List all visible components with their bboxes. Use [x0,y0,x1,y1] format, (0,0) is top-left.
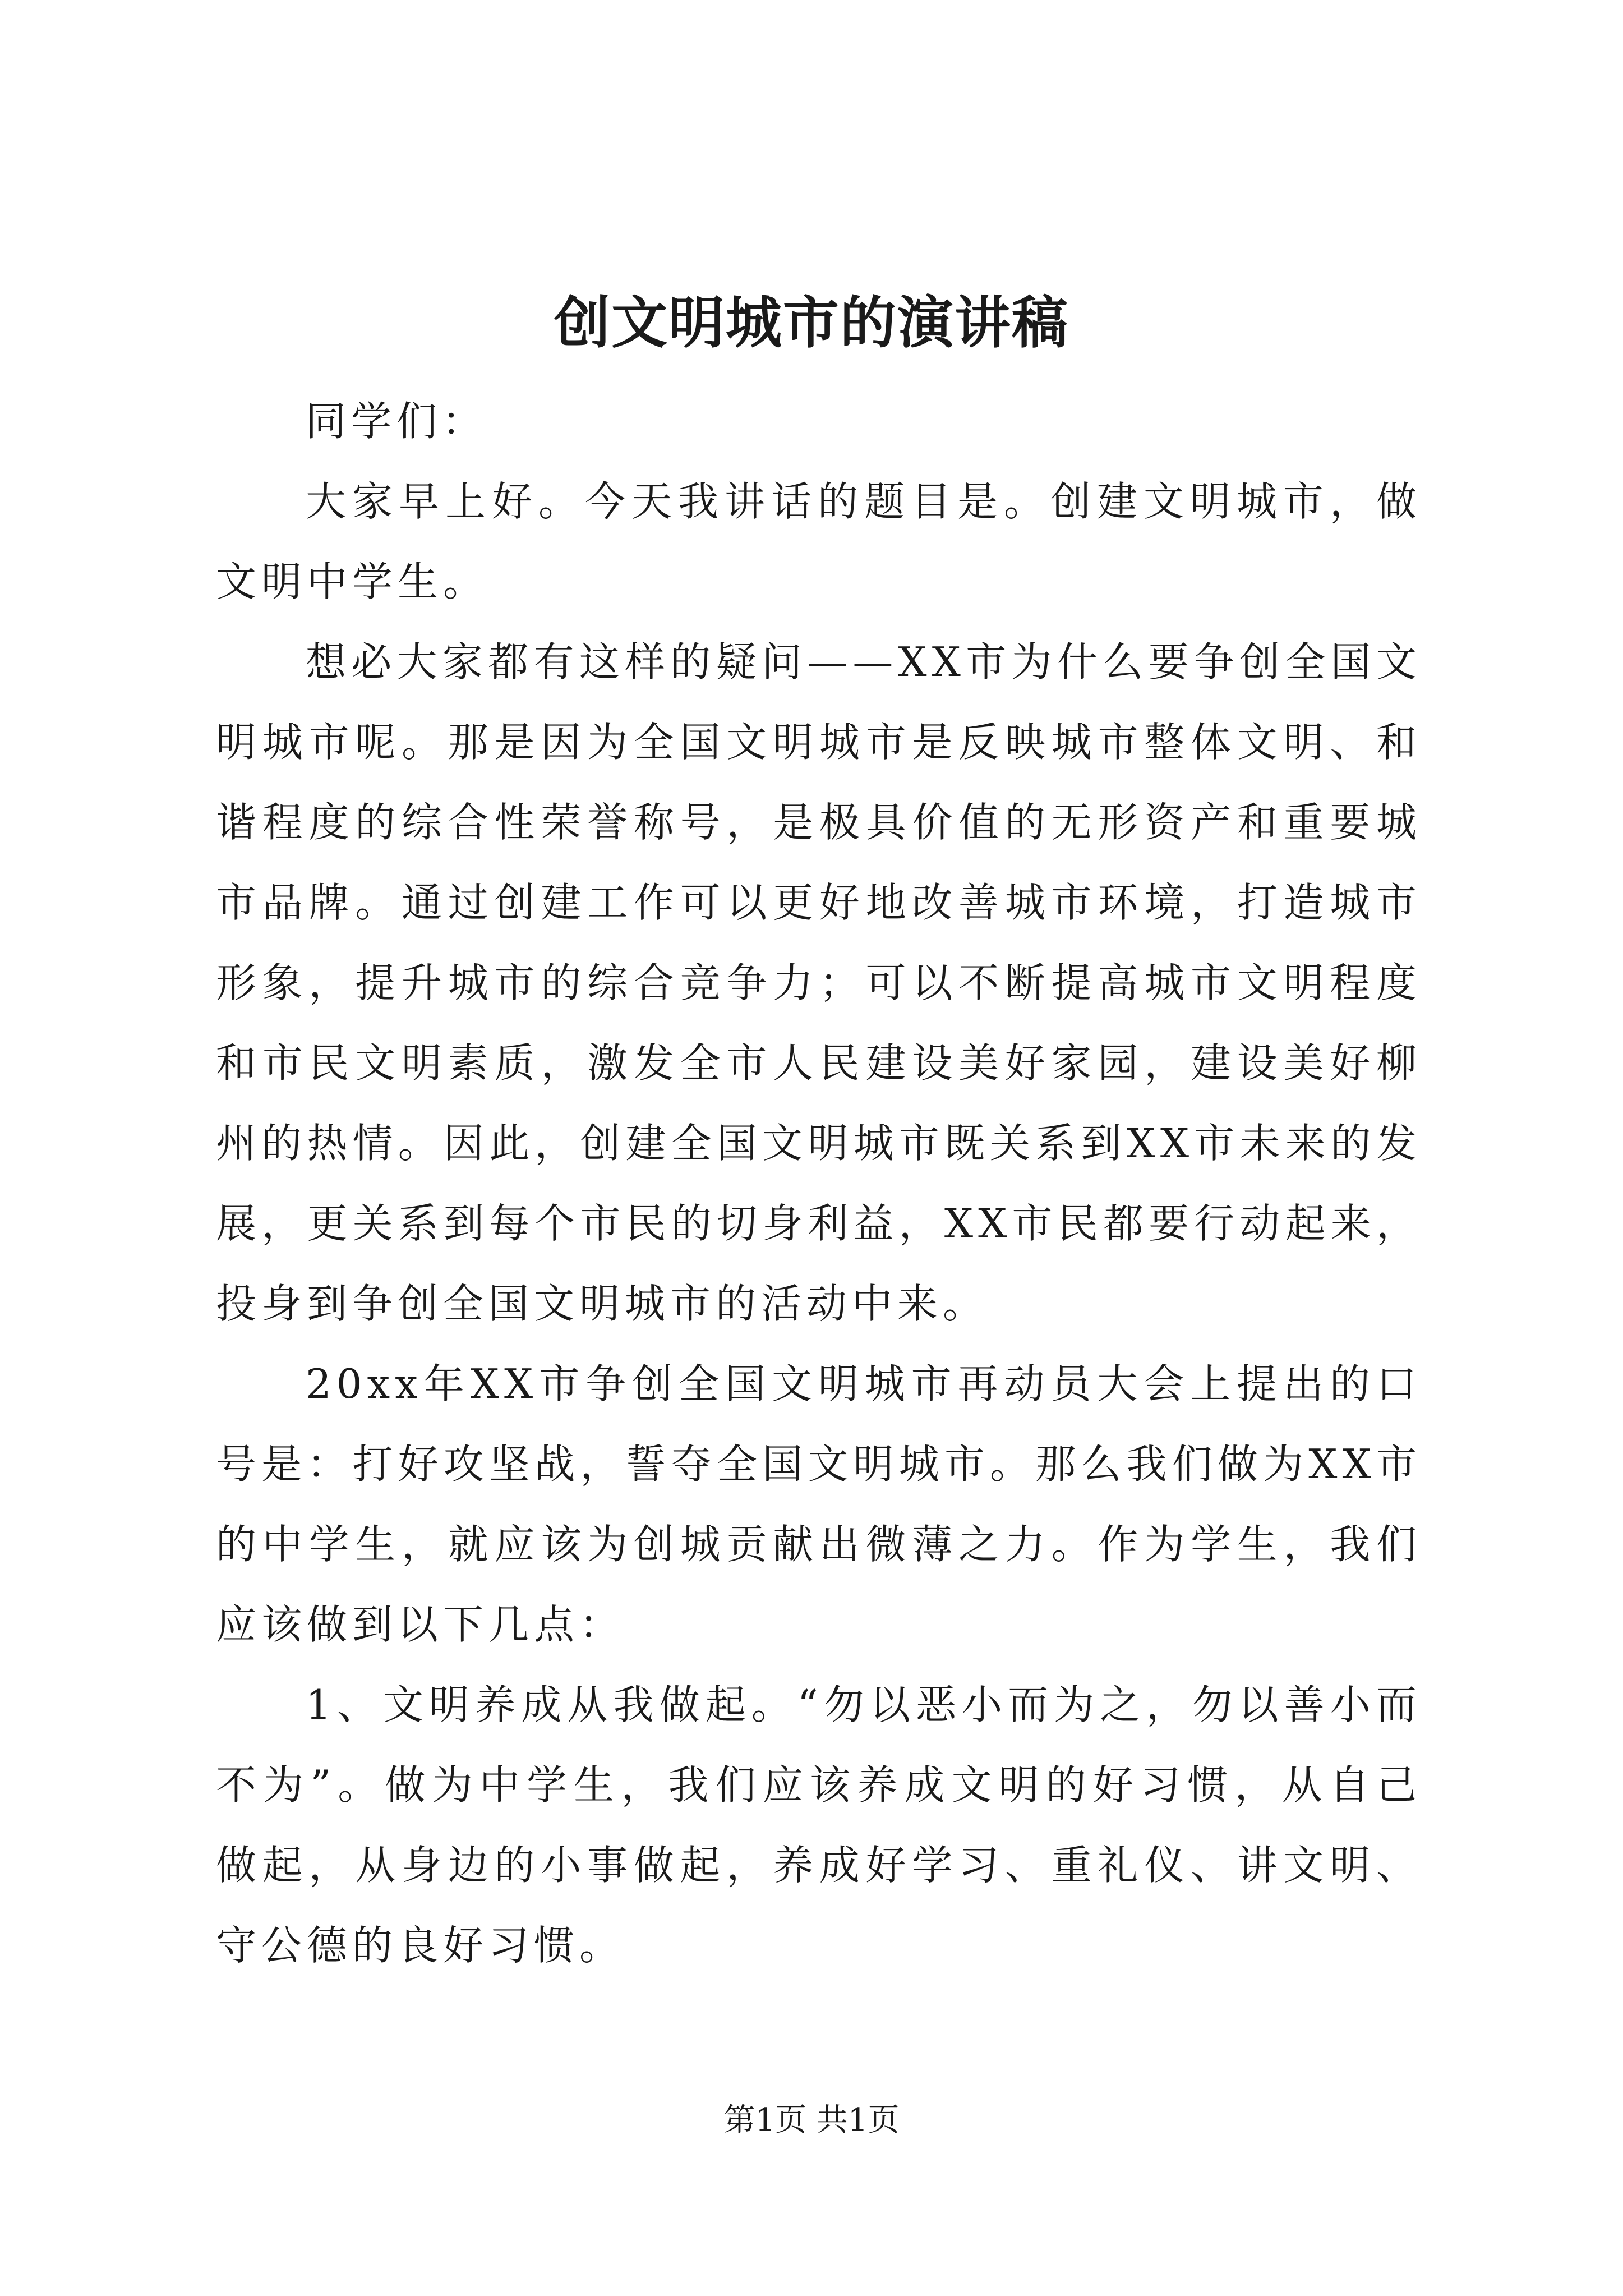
body-paragraph: 1、文明养成从我做起。“勿以恶小而为之，勿以善小而不为”。做为中学生，我们应该养成文明的好习惯，从自己做起，从身边的小事做起，养成好学习、重礼仪、讲文明、守公德的良好习惯。 [216,1681,1422,1969]
document-title: 创文明城市的演讲稿 [554,289,1069,356]
page-number-footer: 第1页 共1页 [723,2102,900,2138]
body-paragraph: 大家早上好。今天我讲话的题目是。创建文明城市，做文明中学生。 [216,478,1422,605]
body-paragraph: 20xx年XX市争创全国文明城市再动员大会上提出的口号是：打好攻坚战，誓夺全国文明城市。那么我们做为XX市的中学生，就应该为创城贡献出微薄之力。作为学生，我们应该做到以下几点： [216,1360,1422,1648]
body-paragraph: 想必大家都有这样的疑问——XX市为什么要争创全国文明城市呢。那是因为全国文明城市是反映城市整体文明、和谐程度的综合性荣誉称号，是极具价值的无形资产和重要城市品牌。通过创建工作可以更好地改善城市环境，打造城市形象，提升城市的综合竞争力；可以不断提高城市文明程度和市民文明素质，激发全市人民建设美好家园，建设美好柳州的热情。因此，创建全国文明城市既关系到XX市未来的发展，更关系到每个市民的切身利益，XX市民都要行动起来，投身到争创全国文明城市的活动中来。 [216,638,1422,1327]
document-body [216,381,1422,1986]
greeting-paragraph: 同学们： [306,398,488,445]
